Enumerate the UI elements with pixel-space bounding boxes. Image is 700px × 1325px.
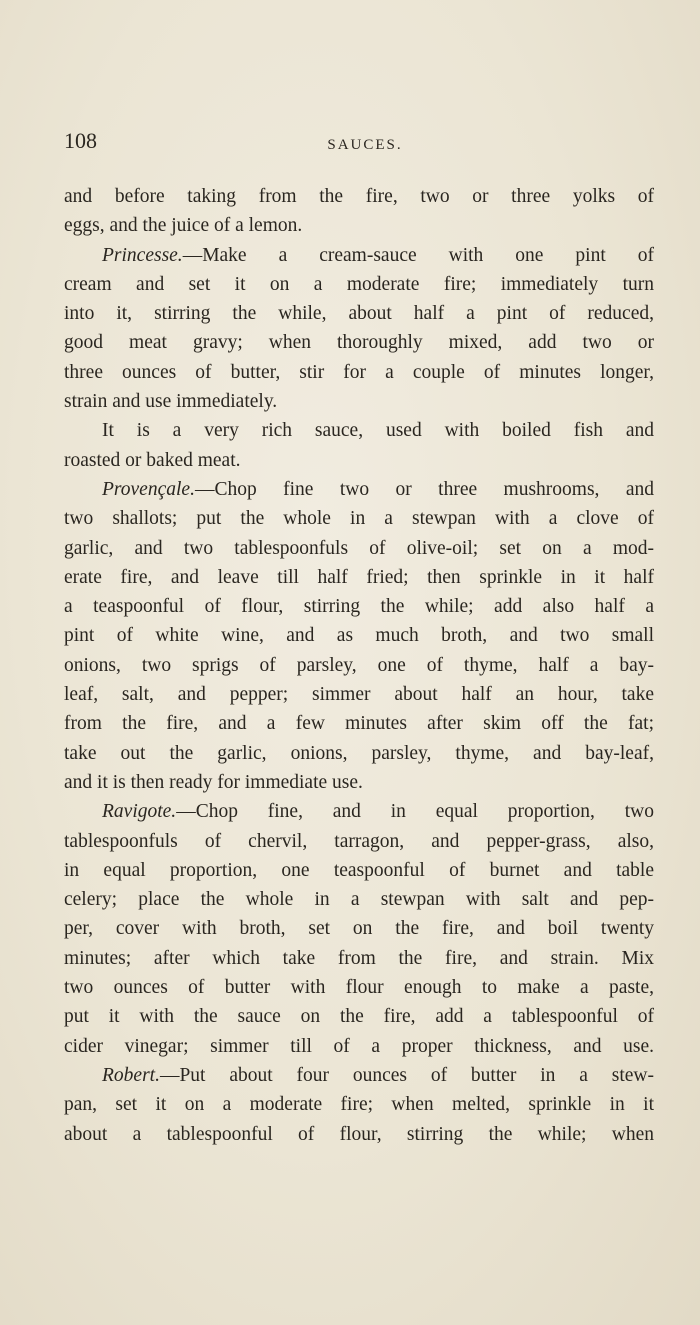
text-line <box>64 328 654 357</box>
text-line <box>64 680 654 709</box>
running-head: SAUCES. <box>327 137 403 153</box>
text-line <box>64 446 654 475</box>
line-text: good meat gravy; when thoroughly mixed, add two or <box>64 332 654 354</box>
text-line <box>64 1061 654 1090</box>
line-text: —Put about four ounces of butter in a stew- <box>159 1064 654 1086</box>
line-text: onions, two sprigs of parsley, one of thyme, half a bay- <box>64 654 654 676</box>
line-text: take out the garlic, onions, parsley, thyme, and bay-leaf, <box>64 742 654 764</box>
sauce-name: Robert. <box>102 1064 160 1086</box>
line-text: minutes; after which take from the fire, and strain. Mix <box>64 947 654 969</box>
text-line <box>64 387 654 416</box>
text-line <box>64 563 654 592</box>
text-line <box>64 211 654 240</box>
line-text: a teaspoonful of flour, stirring the while; add also half a <box>64 596 654 618</box>
text-line <box>64 944 654 973</box>
line-text: garlic, and two tablespoonfuls of olive-oil; set on a mod- <box>64 537 654 559</box>
text-line <box>64 299 654 328</box>
page-number: 108 <box>64 128 97 153</box>
line-text: in equal proportion, one teaspoonful of burnet and table <box>64 859 654 881</box>
line-text: into it, stirring the while, about half a pint of reduced, <box>64 303 654 325</box>
text-line <box>64 709 654 738</box>
line-text: roasted or baked meat. <box>64 449 241 471</box>
text-line <box>64 651 654 680</box>
line-text: cream and set it on a moderate fire; immediately turn <box>64 273 654 295</box>
line-text: put it with the sauce on the fire, add a tablespoonful of <box>64 1006 654 1028</box>
line-text: per, cover with broth, set on the fire, and boil twenty <box>64 918 654 940</box>
line-text: pint of white wine, and as much broth, and two small <box>64 625 654 647</box>
text-line <box>64 739 654 768</box>
text-line <box>64 914 654 943</box>
text-line <box>64 768 654 797</box>
sauce-name: Ravigote. <box>102 801 177 823</box>
text-line <box>64 1090 654 1119</box>
text-line <box>64 1032 654 1061</box>
text-line <box>64 270 654 299</box>
line-text: pan, set it on a moderate fire; when melted, sprinkle in it <box>64 1094 654 1116</box>
line-text: It is a very rich sauce, used with boiled fish and <box>102 420 654 442</box>
line-text: —Make a cream-sauce with one pint of <box>182 244 654 266</box>
text-line <box>64 358 654 387</box>
body-text <box>64 182 654 1149</box>
text-line <box>64 621 654 650</box>
text-line <box>64 241 654 270</box>
text-line <box>64 534 654 563</box>
line-text: two shallots; put the whole in a stewpan with a clove of <box>64 508 654 530</box>
text-line <box>64 885 654 914</box>
line-text: and it is then ready for immediate use. <box>64 771 363 793</box>
line-text: cider vinegar; simmer till of a proper thickness, and use. <box>64 1035 654 1057</box>
line-text: —Chop fine, and in equal proportion, two <box>176 801 654 823</box>
text-line <box>64 592 654 621</box>
line-text: about a tablespoonful of flour, stirring the while; when <box>64 1123 654 1145</box>
text-line <box>64 182 654 211</box>
text-line <box>64 1002 654 1031</box>
text-line <box>64 504 654 533</box>
line-text: and before taking from the fire, two or three yolks of <box>64 186 654 207</box>
line-text: from the fire, and a few minutes after skim off the fat; <box>64 713 654 735</box>
line-text: strain and use immediately. <box>64 391 278 413</box>
line-text: —Chop fine two or three mushrooms, and <box>194 478 654 500</box>
line-text: eggs, and the juice of a lemon. <box>64 215 303 237</box>
line-text: celery; place the whole in a stewpan with salt and pep- <box>64 889 654 911</box>
text-line <box>64 1120 654 1149</box>
text-line <box>64 475 654 504</box>
sauce-name: Provençale. <box>102 478 195 500</box>
text-line <box>64 797 654 826</box>
text-line <box>64 973 654 1002</box>
text-line <box>64 827 654 856</box>
line-text: tablespoonfuls of chervil, tarragon, and pepper-grass, also, <box>64 830 654 852</box>
text-line <box>64 416 654 445</box>
line-text: leaf, salt, and pepper; simmer about half an hour, take <box>64 684 654 706</box>
sauce-name: Princesse. <box>102 244 183 266</box>
text-line <box>64 856 654 885</box>
line-text: erate fire, and leave till half fried; then sprinkle in it half <box>64 566 654 588</box>
line-text: two ounces of butter with flour enough to make a paste, <box>64 977 654 999</box>
line-text: three ounces of butter, stir for a couple of minutes longer, <box>64 361 654 383</box>
